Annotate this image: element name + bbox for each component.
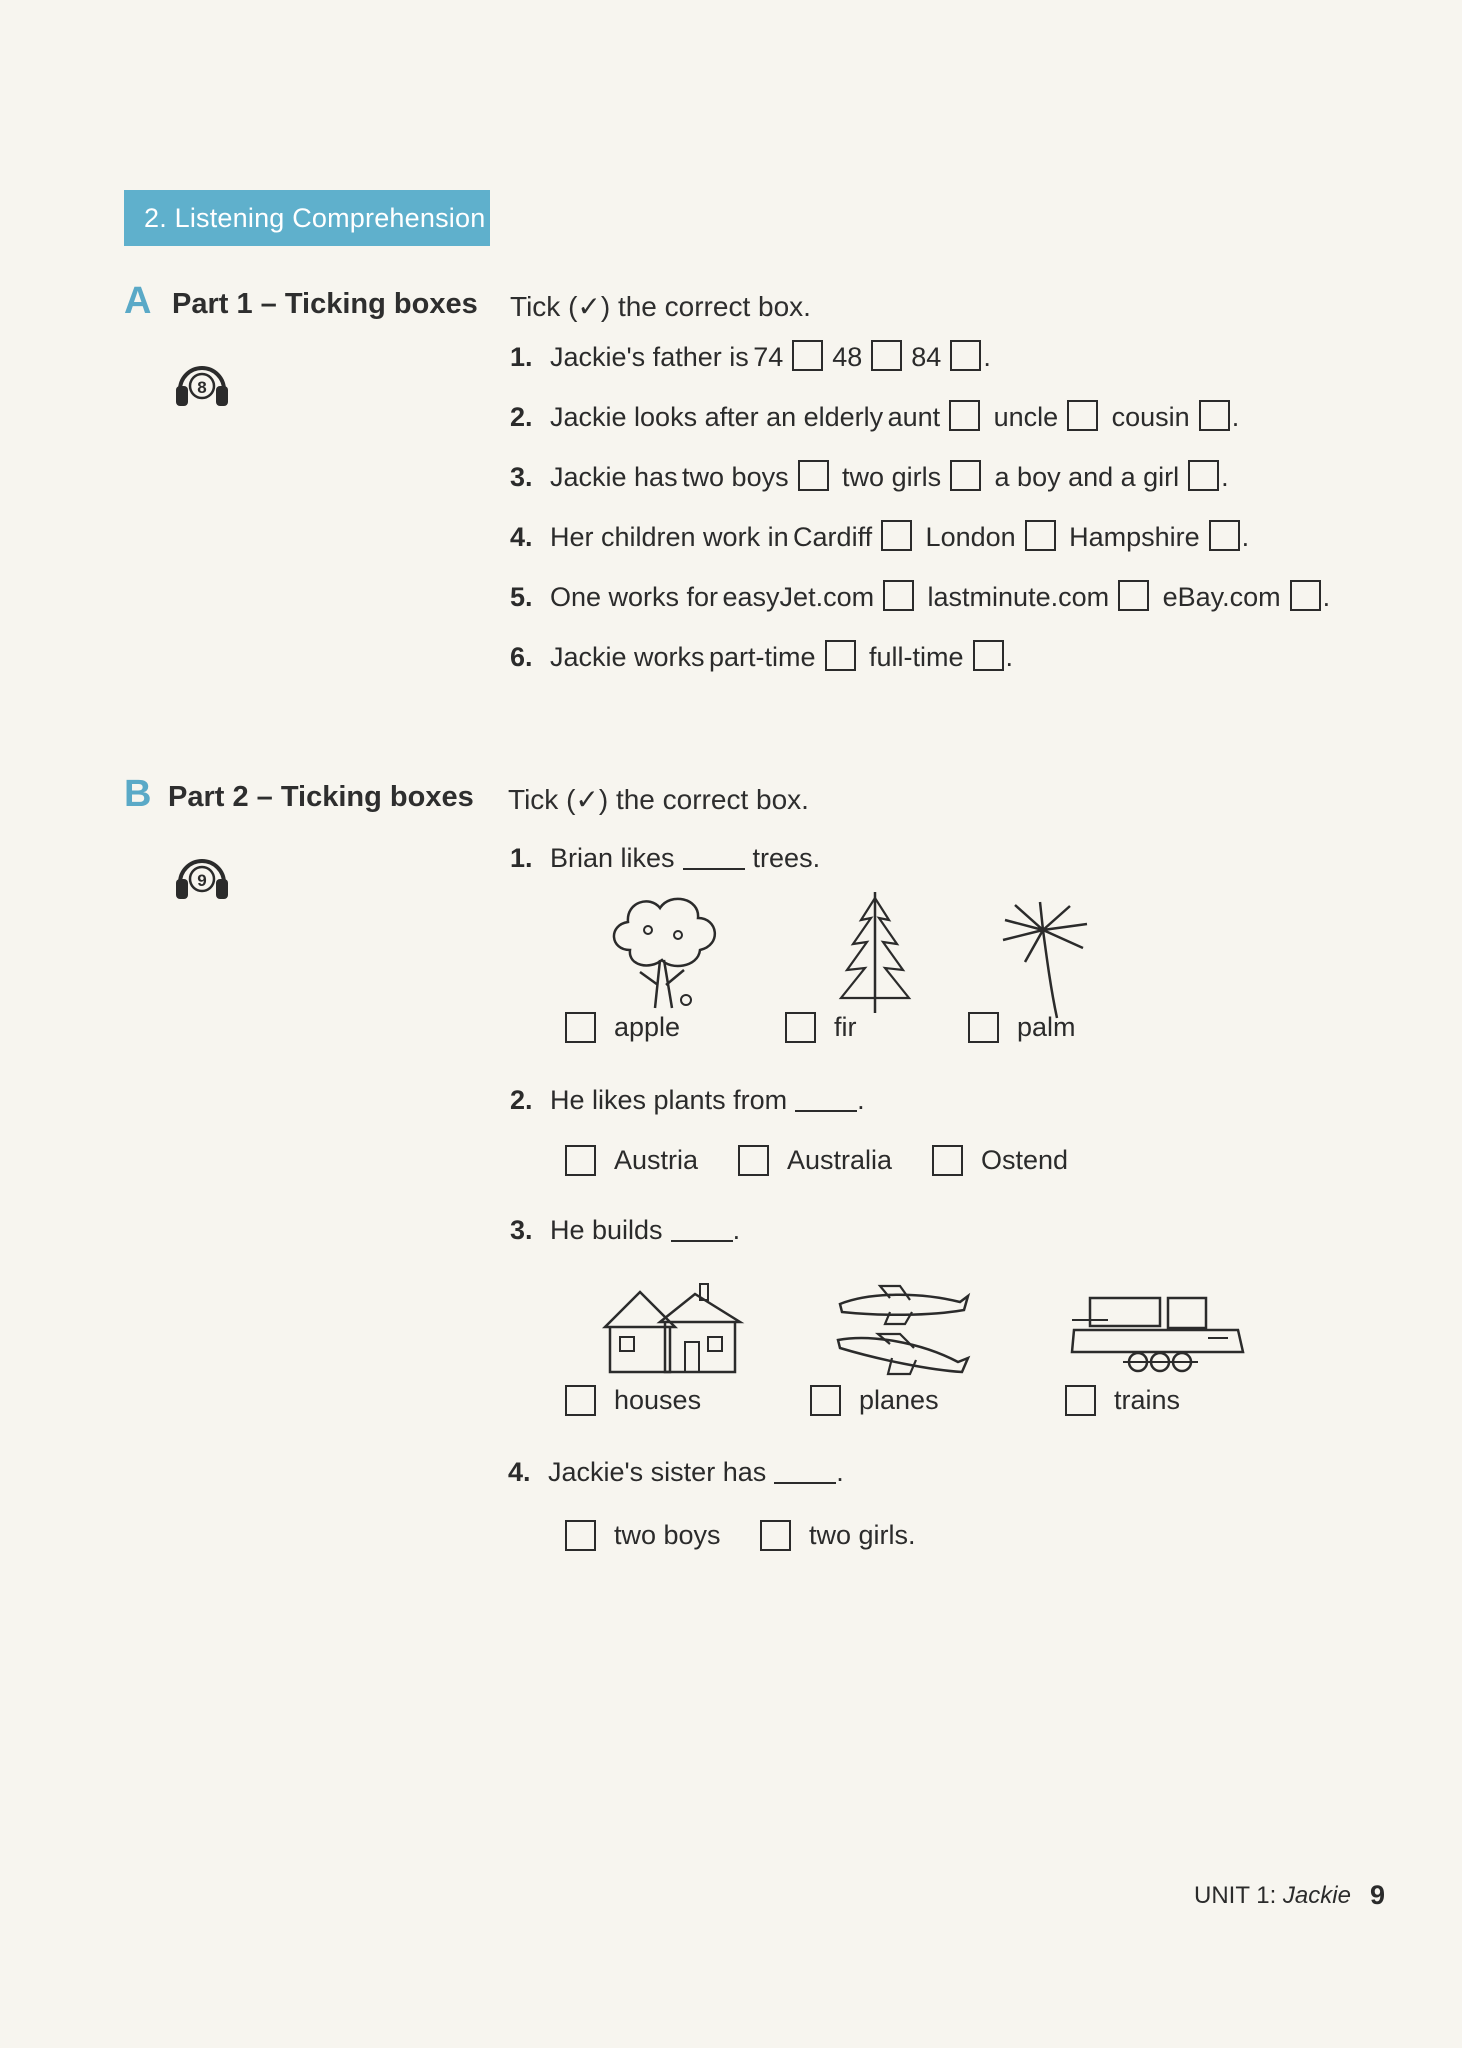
checkbox-ostend[interactable] bbox=[932, 1145, 963, 1176]
part-b-instruction: Tick (✓) the correct box. bbox=[508, 784, 809, 815]
palm-tree-icon bbox=[995, 900, 1095, 1020]
question-a3: 3. Jackie has two boys two girls a boy and a girl . bbox=[510, 462, 1229, 492]
checkbox-london[interactable] bbox=[1025, 520, 1056, 551]
checkbox-74[interactable] bbox=[792, 340, 823, 371]
option-apple: apple bbox=[565, 1012, 680, 1043]
fir-tree-icon bbox=[835, 888, 915, 1018]
question-a2: 2. Jackie looks after an elderly aunt uncle cousin . bbox=[510, 402, 1240, 432]
checkbox-planes[interactable] bbox=[810, 1385, 841, 1416]
question-a4: 4. Her children work in Cardiff London Hampshire . bbox=[510, 522, 1250, 552]
option-two-girls: two girls. bbox=[760, 1520, 916, 1551]
question-b2: 2. He likes plants from . bbox=[510, 1085, 865, 1115]
checkbox-two-girls[interactable] bbox=[950, 460, 981, 491]
question-b1: 1. Brian likes trees. bbox=[510, 843, 821, 873]
page-number: 9 bbox=[1370, 1880, 1386, 1910]
checkbox-trains[interactable] bbox=[1065, 1385, 1096, 1416]
option-planes: planes bbox=[810, 1385, 939, 1416]
part-b-letter: B bbox=[124, 773, 152, 815]
checkbox-aunt[interactable] bbox=[949, 400, 980, 431]
checkbox-palm[interactable] bbox=[968, 1012, 999, 1043]
question-b3: 3. He builds . bbox=[510, 1215, 741, 1245]
checkbox-boy-and-girl[interactable] bbox=[1188, 460, 1219, 491]
checkbox-fir[interactable] bbox=[785, 1012, 816, 1043]
checkbox-hampshire[interactable] bbox=[1209, 520, 1240, 551]
option-fir: fir bbox=[785, 1012, 857, 1043]
question-a1: 1. Jackie's father is 74 48 84 . bbox=[510, 342, 991, 372]
checkbox-full-time[interactable] bbox=[973, 640, 1004, 671]
headphones-icon bbox=[172, 352, 232, 417]
checkbox-two-boys-b[interactable] bbox=[565, 1520, 596, 1551]
option-houses: houses bbox=[565, 1385, 701, 1416]
checkbox-two-girls-b[interactable] bbox=[760, 1520, 791, 1551]
checkbox-lastminute[interactable] bbox=[1118, 580, 1149, 611]
checkbox-apple[interactable] bbox=[565, 1012, 596, 1043]
option-two-boys: two boys bbox=[565, 1520, 721, 1551]
part-a-letter: A bbox=[124, 280, 152, 322]
question-b4: 4. Jackie's sister has . bbox=[508, 1457, 844, 1487]
track-number: 8 bbox=[197, 378, 207, 397]
checkbox-houses[interactable] bbox=[565, 1385, 596, 1416]
checkbox-ebay[interactable] bbox=[1290, 580, 1321, 611]
question-a6: 6. Jackie works part-time full-time . bbox=[510, 642, 1014, 672]
checkbox-48[interactable] bbox=[871, 340, 902, 371]
checkbox-austria[interactable] bbox=[565, 1145, 596, 1176]
planes-icon bbox=[830, 1282, 975, 1392]
part-b-title: Part 2 – Ticking boxes bbox=[168, 781, 474, 813]
headphones-icon bbox=[172, 845, 232, 910]
checkbox-cardiff[interactable] bbox=[881, 520, 912, 551]
checkbox-part-time[interactable] bbox=[825, 640, 856, 671]
checkbox-australia[interactable] bbox=[738, 1145, 769, 1176]
checkbox-easyjet[interactable] bbox=[883, 580, 914, 611]
track-number: 9 bbox=[197, 871, 207, 890]
option-palm: palm bbox=[968, 1012, 1076, 1043]
checkbox-two-boys[interactable] bbox=[798, 460, 829, 491]
part-a-title: Part 1 – Ticking boxes bbox=[172, 288, 478, 320]
checkbox-84[interactable] bbox=[950, 340, 981, 371]
trains-icon bbox=[1068, 1290, 1248, 1385]
page-footer: UNIT 1: Jackie bbox=[1194, 1882, 1351, 1909]
answer-blank bbox=[774, 1482, 836, 1484]
option-australia: Australia bbox=[738, 1145, 892, 1176]
question-a5: 5. One works for easyJet.com lastminute.com eBay.com . bbox=[510, 582, 1331, 612]
apple-tree-icon bbox=[600, 890, 740, 1020]
option-austria: Austria bbox=[565, 1145, 698, 1176]
checkbox-uncle[interactable] bbox=[1067, 400, 1098, 431]
option-trains: trains bbox=[1065, 1385, 1180, 1416]
option-ostend: Ostend bbox=[932, 1145, 1068, 1176]
answer-blank bbox=[671, 1240, 733, 1242]
part-a-instruction: Tick (✓) the correct box. bbox=[510, 291, 811, 322]
answer-blank bbox=[795, 1110, 857, 1112]
checkbox-cousin[interactable] bbox=[1199, 400, 1230, 431]
answer-blank bbox=[683, 868, 745, 870]
houses-icon bbox=[600, 1282, 745, 1377]
section-banner: 2. Listening Comprehension bbox=[124, 190, 490, 246]
